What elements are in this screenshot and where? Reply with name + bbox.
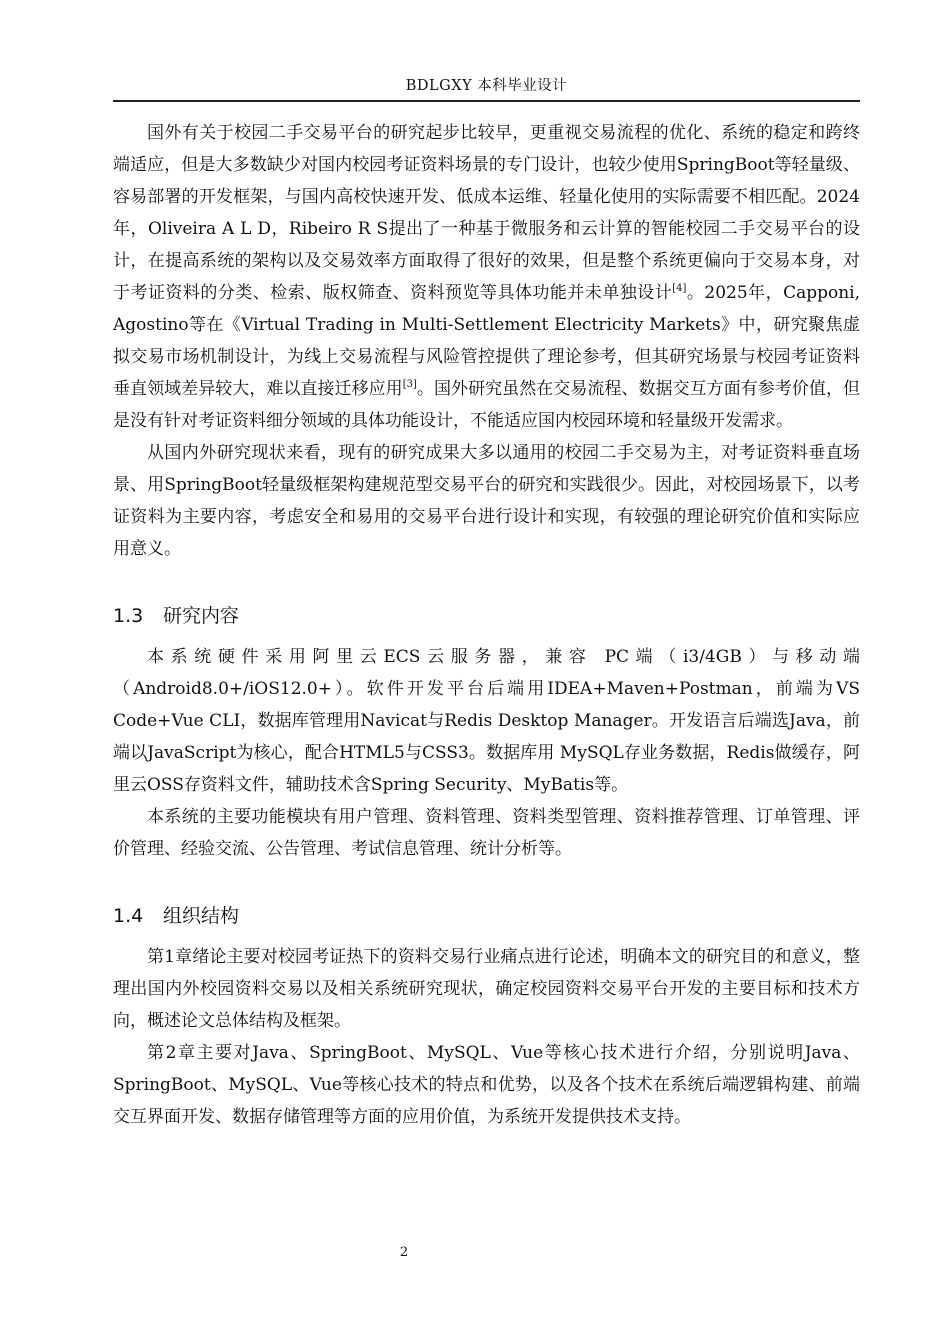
- paragraph-function-modules: 本系统的主要功能模块有用户管理、资料管理、资料类型管理、资料推荐管理、订单管理、评价管理、经验交流、公告管理、考试信息管理、统计分析等。: [113, 807, 860, 859]
- running-header: BDLGXY 本科毕业设计: [405, 78, 568, 94]
- paragraph-foreign-research: [113, 117, 860, 437]
- paragraph-text: 。2025年，Capponi, Agostino等在《Virtual Trading in Multi-Settlement Electricity Markets》中，研究聚焦虚拟交易市场机制设计，为线上交易流程与风险管控提供了理论参考，但其研究场景与校园考证资料垂直领域差异较大，难以直接迁移应用: [113, 283, 860, 399]
- paragraph-system-environment: 本系统硬件采用阿里云ECS云服务器，兼容 PC端（i3/4GB）与移动端（Android8.0+/iOS12.0+）。软件开发平台后端用IDEA+Maven+Postman，前端为VS Code+Vue CLI，数据库管理用Navicat与Redis Desktop Manager。开发语言后端选Java，前端以JavaScript为核心，配合HTML5与CSS3。数据库用 MySQL存业务数据，Redis做缓存，阿里云OSS存资料文件，辅助技术含Spring Security、MyBatis等。: [113, 647, 860, 795]
- section-title: 组织结构: [163, 905, 240, 927]
- page-number: 2: [399, 1245, 409, 1260]
- paragraph-text: 国外有关于校园二手交易平台的研究起步比较早，更重视交易流程的优化、系统的稳定和跨终端适应，但是大多数缺少对国内校园考证资料场景的专门设计，也较少使用SpringBoot等轻量级、容易部署的开发框架，与国内高校快速开发、低成本运维、轻量化使用的实际需要不相匹配。2024年，Oliveira A L D，Ribeiro R S提出了一种基于微服务和云计算的智能校园二手交易平台的设计，在提高系统的架构以及交易效率方面取得了很好的效果，但是整个系统更偏向于交易本身，对于考证资料的分类、检索、版权筛查、资料预览等具体功能并未单独设计: [113, 123, 860, 303]
- section-heading-1-4: [113, 901, 860, 931]
- section-heading-1-3: [113, 601, 860, 631]
- section-title: 研究内容: [163, 605, 240, 627]
- paragraph-chapter-2: 第2章主要对Java、SpringBoot、MySQL、Vue等核心技术进行介绍，分别说明Java、SpringBoot、MySQL、Vue等核心技术的特点和优势，以及各个技术在系统后端逻辑构建、前端交互界面开发、数据存储管理等方面的应用价值，为系统开发提供技术支持。: [113, 1043, 860, 1127]
- paragraph-text: 。国外研究虽然在交易流程、数据交互方面有参考价值，但是没有针对考证资料细分领域的具体功能设计，不能适应国内校园环境和轻量级开发需求。: [113, 379, 861, 431]
- paragraph-research-summary: 从国内外研究现状来看，现有的研究成果大多以通用的校园二手交易为主，对考证资料垂直场景、用SpringBoot轻量级框架构建规范型交易平台的研究和实践很少。因此，对校园场景下，以考证资料为主要内容，考虑安全和易用的交易平台进行设计和实现，有较强的理论研究价值和实际应用意义。: [113, 443, 860, 559]
- paragraph-chapter-1: 第1章绪论主要对校园考证热下的资料交易行业痛点进行论述，明确本文的研究目的和意义，整理出国内外校园资料交易以及相关系统研究现状，确定校园资料交易平台开发的主要目标和技术方向，概述论文总体结构及框架。: [113, 947, 860, 1031]
- citation-ref-3: [3]: [402, 379, 417, 390]
- body-content: [113, 117, 860, 1133]
- section-number: 1.3: [113, 605, 144, 627]
- header-rule: [113, 100, 860, 102]
- section-number: 1.4: [113, 905, 144, 927]
- citation-ref-4: [4]: [672, 283, 687, 294]
